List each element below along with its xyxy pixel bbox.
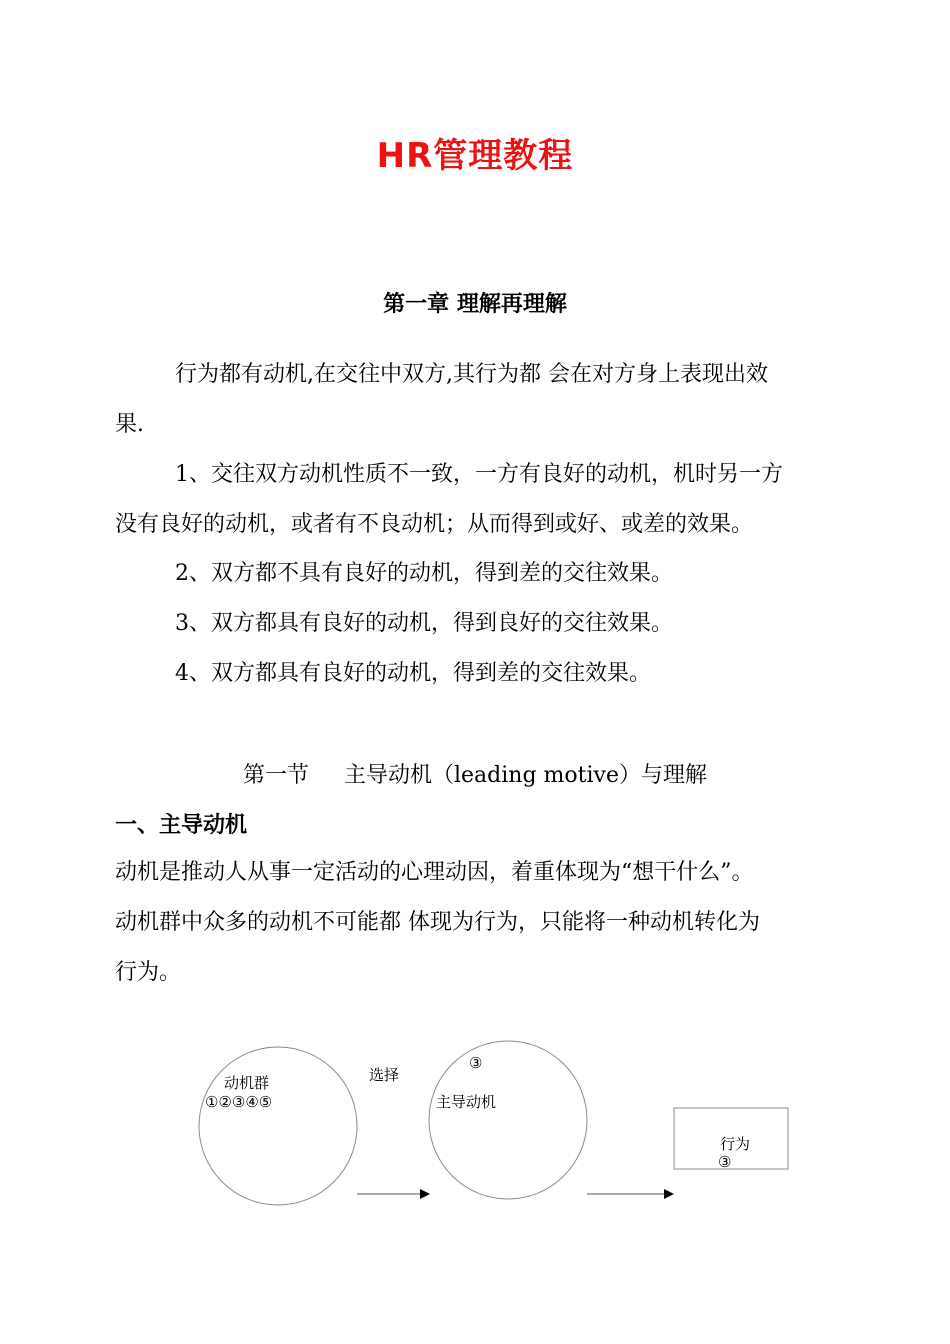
select-label: 选择 <box>369 1066 400 1084</box>
list-item-2: 2、双方都不具有良好的动机，得到差的交往效果。 <box>175 561 673 586</box>
motive-group-circle <box>199 1047 357 1205</box>
chapter-heading: 第一章 理解再理解 <box>383 291 567 317</box>
leading-motive-circle <box>429 1041 587 1199</box>
document-title: HR管理教程 <box>376 136 574 176</box>
list-item-4: 4、双方都具有良好的动机，得到差的交往效果。 <box>175 661 651 686</box>
intro-line-2: 果. <box>115 412 144 437</box>
motive-group-numbers: ①②③④⑤ <box>205 1093 273 1111</box>
section-heading: 第一节 主导动机（leading motive）与理解 <box>243 763 707 788</box>
body-line-3: 行为。 <box>115 960 182 985</box>
arrow-head-1 <box>420 1189 430 1199</box>
motive-group-label: 动机群 <box>224 1074 270 1092</box>
body-line-1: 动机是推动人从事一定活动的心理动因，着重体现为“想干什么”。 <box>115 860 754 885</box>
behavior-label: 行为 <box>720 1135 751 1153</box>
list-item-3: 3、双方都具有良好的动机，得到良好的交往效果。 <box>175 611 673 636</box>
arrow-head-2 <box>664 1189 674 1199</box>
chosen-motive-number: ③ <box>469 1054 483 1072</box>
behavior-number: ③ <box>718 1153 732 1171</box>
list-item-1-line-2: 没有良好的动机，或者有不良动机；从而得到或好、或差的效果。 <box>115 512 754 537</box>
body-line-2: 动机群中众多的动机不可能都 体现为行为，只能将一种动机转化为 <box>115 910 760 935</box>
intro-line-1: 行为都有动机,在交往中双方,其行为都 会在对方身上表现出效 <box>175 362 768 387</box>
subsection-heading: 一、主导动机 <box>115 812 248 838</box>
leading-motive-label: 主导动机 <box>436 1093 497 1111</box>
list-item-1-line-1: 1、交往双方动机性质不一致，一方有良好的动机，机时另一方 <box>175 462 783 487</box>
